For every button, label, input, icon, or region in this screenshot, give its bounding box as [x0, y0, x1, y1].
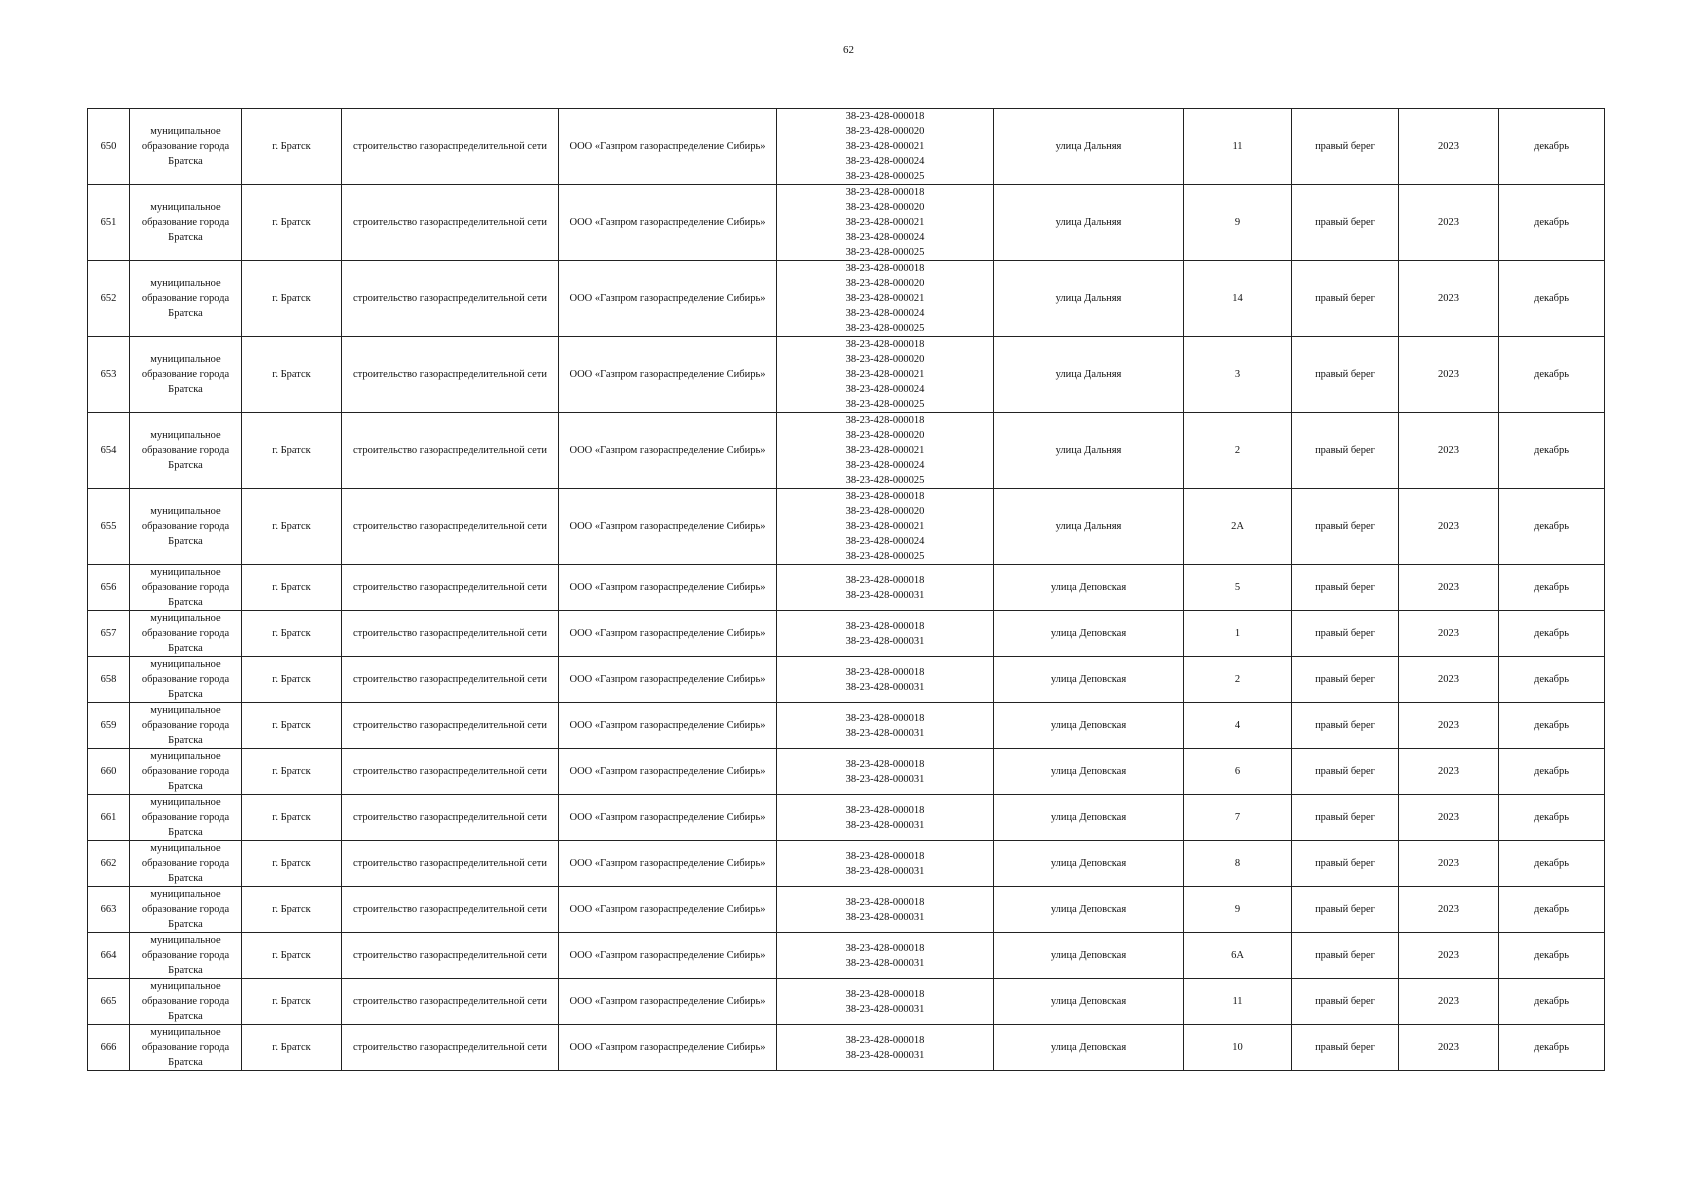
- cadastre-number: 38-23-428-000031: [845, 1003, 925, 1015]
- city-cell: г. Братск: [242, 413, 342, 489]
- organization-cell: ООО «Газпром газораспределение Сибирь»: [559, 1025, 777, 1071]
- river-bank-cell: правый берег: [1292, 109, 1399, 185]
- cadastre-numbers-cell: [777, 795, 994, 841]
- cadastre-numbers-cell: [777, 749, 994, 795]
- month-cell: декабрь: [1499, 109, 1605, 185]
- month-cell: декабрь: [1499, 611, 1605, 657]
- work-type-cell: строительство газораспределительной сети: [342, 887, 559, 933]
- year-cell: 2023: [1399, 489, 1499, 565]
- month-cell: декабрь: [1499, 795, 1605, 841]
- cadastre-numbers-cell: [777, 933, 994, 979]
- organization-cell: ООО «Газпром газораспределение Сибирь»: [559, 841, 777, 887]
- house-number-cell: 2А: [1184, 489, 1292, 565]
- street-cell: улица Деповская: [994, 887, 1184, 933]
- municipality-cell: муниципальное образование города Братска: [130, 841, 242, 887]
- municipality-cell: муниципальное образование города Братска: [130, 489, 242, 565]
- municipality-cell: муниципальное образование города Братска: [130, 185, 242, 261]
- organization-cell: ООО «Газпром газораспределение Сибирь»: [559, 703, 777, 749]
- house-number-cell: 4: [1184, 703, 1292, 749]
- cadastre-number: 38-23-428-000018: [845, 111, 925, 122]
- organization-cell: ООО «Газпром газораспределение Сибирь»: [559, 887, 777, 933]
- cadastre-number: 38-23-428-000020: [845, 430, 925, 441]
- row-number-cell: 663: [88, 887, 130, 933]
- city-cell: г. Братск: [242, 979, 342, 1025]
- row-number-cell: 657: [88, 611, 130, 657]
- cadastre-number: 38-23-428-000018: [845, 339, 925, 350]
- table-body: [88, 109, 1605, 1071]
- organization-cell: ООО «Газпром газораспределение Сибирь»: [559, 261, 777, 337]
- street-cell: улица Деповская: [994, 565, 1184, 611]
- month-cell: декабрь: [1499, 749, 1605, 795]
- cadastre-number: 38-23-428-000031: [845, 635, 925, 647]
- city-cell: г. Братск: [242, 489, 342, 565]
- cadastre-numbers-cell: [777, 1025, 994, 1071]
- cadastre-number: 38-23-428-000024: [845, 232, 925, 243]
- cadastre-number: 38-23-428-000025: [845, 171, 925, 182]
- municipality-cell: муниципальное образование города Братска: [130, 979, 242, 1025]
- cadastre-number: 38-23-428-000018: [845, 758, 925, 770]
- year-cell: 2023: [1399, 261, 1499, 337]
- table-row: [88, 795, 1605, 841]
- year-cell: 2023: [1399, 979, 1499, 1025]
- cadastre-number: 38-23-428-000018: [845, 988, 925, 1000]
- table-row: [88, 261, 1605, 337]
- work-type-cell: строительство газораспределительной сети: [342, 657, 559, 703]
- month-cell: декабрь: [1499, 657, 1605, 703]
- cadastre-number: 38-23-428-000024: [845, 460, 925, 471]
- cadastre-numbers-cell: [777, 185, 994, 261]
- row-number-cell: 662: [88, 841, 130, 887]
- cadastre-numbers-cell: [777, 261, 994, 337]
- month-cell: декабрь: [1499, 933, 1605, 979]
- house-number-cell: 9: [1184, 185, 1292, 261]
- city-cell: г. Братск: [242, 1025, 342, 1071]
- cadastre-numbers-cell: [777, 703, 994, 749]
- river-bank-cell: правый берег: [1292, 1025, 1399, 1071]
- city-cell: г. Братск: [242, 657, 342, 703]
- row-number-cell: 658: [88, 657, 130, 703]
- municipality-cell: муниципальное образование города Братска: [130, 887, 242, 933]
- month-cell: декабрь: [1499, 979, 1605, 1025]
- organization-cell: ООО «Газпром газораспределение Сибирь»: [559, 795, 777, 841]
- work-type-cell: строительство газораспределительной сети: [342, 703, 559, 749]
- year-cell: 2023: [1399, 611, 1499, 657]
- street-cell: улица Деповская: [994, 749, 1184, 795]
- city-cell: г. Братск: [242, 261, 342, 337]
- table-row: [88, 841, 1605, 887]
- cadastre-number: 38-23-428-000021: [845, 141, 925, 152]
- house-number-cell: 11: [1184, 979, 1292, 1025]
- street-cell: улица Дальняя: [994, 109, 1184, 185]
- river-bank-cell: правый берег: [1292, 565, 1399, 611]
- table-row: [88, 657, 1605, 703]
- river-bank-cell: правый берег: [1292, 261, 1399, 337]
- city-cell: г. Братск: [242, 933, 342, 979]
- cadastre-numbers-cell: [777, 841, 994, 887]
- municipality-cell: муниципальное образование города Братска: [130, 703, 242, 749]
- city-cell: г. Братск: [242, 749, 342, 795]
- table-row: [88, 413, 1605, 489]
- cadastre-numbers-cell: [777, 413, 994, 489]
- table-row: [88, 703, 1605, 749]
- municipality-cell: муниципальное образование города Братска: [130, 413, 242, 489]
- street-cell: улица Дальняя: [994, 413, 1184, 489]
- river-bank-cell: правый берег: [1292, 489, 1399, 565]
- cadastre-numbers-cell: [777, 887, 994, 933]
- municipality-cell: муниципальное образование города Братска: [130, 337, 242, 413]
- work-type-cell: строительство газораспределительной сети: [342, 413, 559, 489]
- cadastre-numbers-cell: [777, 489, 994, 565]
- year-cell: 2023: [1399, 565, 1499, 611]
- cadastre-number: 38-23-428-000018: [845, 187, 925, 198]
- row-number-cell: 650: [88, 109, 130, 185]
- table-row: [88, 887, 1605, 933]
- cadastre-number: 38-23-428-000031: [845, 681, 925, 693]
- house-number-cell: 3: [1184, 337, 1292, 413]
- cadastre-number: 38-23-428-000024: [845, 308, 925, 319]
- year-cell: 2023: [1399, 185, 1499, 261]
- river-bank-cell: правый берег: [1292, 887, 1399, 933]
- organization-cell: ООО «Газпром газораспределение Сибирь»: [559, 337, 777, 413]
- house-number-cell: 14: [1184, 261, 1292, 337]
- city-cell: г. Братск: [242, 611, 342, 657]
- month-cell: декабрь: [1499, 703, 1605, 749]
- municipality-cell: муниципальное образование города Братска: [130, 657, 242, 703]
- street-cell: улица Деповская: [994, 979, 1184, 1025]
- table-row: [88, 185, 1605, 261]
- month-cell: декабрь: [1499, 261, 1605, 337]
- house-number-cell: 11: [1184, 109, 1292, 185]
- cadastre-number: 38-23-428-000024: [845, 156, 925, 167]
- table-row: [88, 749, 1605, 795]
- month-cell: декабрь: [1499, 185, 1605, 261]
- cadastre-numbers-cell: [777, 611, 994, 657]
- row-number-cell: 655: [88, 489, 130, 565]
- work-type-cell: строительство газораспределительной сети: [342, 185, 559, 261]
- table-row: [88, 565, 1605, 611]
- work-type-cell: строительство газораспределительной сети: [342, 1025, 559, 1071]
- cadastre-numbers-cell: [777, 109, 994, 185]
- river-bank-cell: правый берег: [1292, 337, 1399, 413]
- row-number-cell: 656: [88, 565, 130, 611]
- street-cell: улица Дальняя: [994, 489, 1184, 565]
- cadastre-number: 38-23-428-000018: [845, 666, 925, 678]
- year-cell: 2023: [1399, 109, 1499, 185]
- city-cell: г. Братск: [242, 337, 342, 413]
- row-number-cell: 654: [88, 413, 130, 489]
- row-number-cell: 652: [88, 261, 130, 337]
- work-type-cell: строительство газораспределительной сети: [342, 933, 559, 979]
- page-number: 62: [843, 44, 854, 56]
- municipality-cell: муниципальное образование города Братска: [130, 565, 242, 611]
- table-row: [88, 489, 1605, 565]
- organization-cell: ООО «Газпром газораспределение Сибирь»: [559, 185, 777, 261]
- house-number-cell: 8: [1184, 841, 1292, 887]
- cadastre-number: 38-23-428-000018: [845, 1034, 925, 1046]
- river-bank-cell: правый берег: [1292, 657, 1399, 703]
- cadastre-number: 38-23-428-000020: [845, 506, 925, 517]
- cadastre-number: 38-23-428-000021: [845, 521, 925, 532]
- row-number-cell: 664: [88, 933, 130, 979]
- year-cell: 2023: [1399, 703, 1499, 749]
- river-bank-cell: правый берег: [1292, 611, 1399, 657]
- cadastre-number: 38-23-428-000018: [845, 263, 925, 274]
- work-type-cell: строительство газораспределительной сети: [342, 489, 559, 565]
- table-row: [88, 337, 1605, 413]
- city-cell: г. Братск: [242, 185, 342, 261]
- cadastre-number: 38-23-428-000021: [845, 217, 925, 228]
- work-type-cell: строительство газораспределительной сети: [342, 565, 559, 611]
- row-number-cell: 651: [88, 185, 130, 261]
- work-type-cell: строительство газораспределительной сети: [342, 979, 559, 1025]
- house-number-cell: 6А: [1184, 933, 1292, 979]
- cadastre-number: 38-23-428-000018: [845, 804, 925, 816]
- row-number-cell: 666: [88, 1025, 130, 1071]
- cadastre-numbers-cell: [777, 657, 994, 703]
- cadastre-number: 38-23-428-000020: [845, 278, 925, 289]
- gas-network-registry-table: [87, 108, 1605, 1071]
- house-number-cell: 2: [1184, 657, 1292, 703]
- row-number-cell: 665: [88, 979, 130, 1025]
- municipality-cell: муниципальное образование города Братска: [130, 1025, 242, 1071]
- cadastre-number: 38-23-428-000018: [845, 620, 925, 632]
- cadastre-number: 38-23-428-000031: [845, 911, 925, 923]
- river-bank-cell: правый берег: [1292, 185, 1399, 261]
- month-cell: декабрь: [1499, 565, 1605, 611]
- work-type-cell: строительство газораспределительной сети: [342, 337, 559, 413]
- year-cell: 2023: [1399, 1025, 1499, 1071]
- cadastre-number: 38-23-428-000025: [845, 247, 925, 258]
- year-cell: 2023: [1399, 841, 1499, 887]
- month-cell: декабрь: [1499, 413, 1605, 489]
- cadastre-number: 38-23-428-000031: [845, 589, 925, 601]
- cadastre-number: 38-23-428-000018: [845, 942, 925, 954]
- house-number-cell: 10: [1184, 1025, 1292, 1071]
- municipality-cell: муниципальное образование города Братска: [130, 795, 242, 841]
- street-cell: улица Деповская: [994, 703, 1184, 749]
- municipality-cell: муниципальное образование города Братска: [130, 261, 242, 337]
- cadastre-number: 38-23-428-000018: [845, 491, 925, 502]
- cadastre-number: 38-23-428-000018: [845, 850, 925, 862]
- organization-cell: ООО «Газпром газораспределение Сибирь»: [559, 749, 777, 795]
- river-bank-cell: правый берег: [1292, 749, 1399, 795]
- work-type-cell: строительство газораспределительной сети: [342, 749, 559, 795]
- organization-cell: ООО «Газпром газораспределение Сибирь»: [559, 933, 777, 979]
- river-bank-cell: правый берег: [1292, 933, 1399, 979]
- month-cell: декабрь: [1499, 489, 1605, 565]
- table-row: [88, 1025, 1605, 1071]
- cadastre-number: 38-23-428-000018: [845, 896, 925, 908]
- city-cell: г. Братск: [242, 109, 342, 185]
- row-number-cell: 659: [88, 703, 130, 749]
- cadastre-number: 38-23-428-000031: [845, 727, 925, 739]
- work-type-cell: строительство газораспределительной сети: [342, 261, 559, 337]
- month-cell: декабрь: [1499, 887, 1605, 933]
- river-bank-cell: правый берег: [1292, 979, 1399, 1025]
- month-cell: декабрь: [1499, 337, 1605, 413]
- table-row: [88, 979, 1605, 1025]
- table-row: [88, 611, 1605, 657]
- year-cell: 2023: [1399, 337, 1499, 413]
- row-number-cell: 660: [88, 749, 130, 795]
- cadastre-number: 38-23-428-000021: [845, 445, 925, 456]
- house-number-cell: 9: [1184, 887, 1292, 933]
- year-cell: 2023: [1399, 749, 1499, 795]
- cadastre-number: 38-23-428-000025: [845, 399, 925, 410]
- street-cell: улица Дальняя: [994, 337, 1184, 413]
- street-cell: улица Деповская: [994, 1025, 1184, 1071]
- river-bank-cell: правый берег: [1292, 413, 1399, 489]
- cadastre-numbers-cell: [777, 337, 994, 413]
- river-bank-cell: правый берег: [1292, 795, 1399, 841]
- cadastre-number: 38-23-428-000025: [845, 551, 925, 562]
- street-cell: улица Дальняя: [994, 185, 1184, 261]
- municipality-cell: муниципальное образование города Братска: [130, 933, 242, 979]
- cadastre-number: 38-23-428-000025: [845, 323, 925, 334]
- month-cell: декабрь: [1499, 841, 1605, 887]
- organization-cell: ООО «Газпром газораспределение Сибирь»: [559, 489, 777, 565]
- organization-cell: ООО «Газпром газораспределение Сибирь»: [559, 413, 777, 489]
- municipality-cell: муниципальное образование города Братска: [130, 109, 242, 185]
- cadastre-number: 38-23-428-000031: [845, 1049, 925, 1061]
- cadastre-number: 38-23-428-000018: [845, 415, 925, 426]
- cadastre-numbers-cell: [777, 979, 994, 1025]
- row-number-cell: 653: [88, 337, 130, 413]
- organization-cell: ООО «Газпром газораспределение Сибирь»: [559, 657, 777, 703]
- municipality-cell: муниципальное образование города Братска: [130, 749, 242, 795]
- house-number-cell: 5: [1184, 565, 1292, 611]
- cadastre-number: 38-23-428-000020: [845, 202, 925, 213]
- river-bank-cell: правый берег: [1292, 841, 1399, 887]
- cadastre-number: 38-23-428-000031: [845, 773, 925, 785]
- cadastre-number: 38-23-428-000024: [845, 536, 925, 547]
- cadastre-number: 38-23-428-000021: [845, 369, 925, 380]
- city-cell: г. Братск: [242, 565, 342, 611]
- cadastre-number: 38-23-428-000031: [845, 957, 925, 969]
- street-cell: улица Дальняя: [994, 261, 1184, 337]
- cadastre-number: 38-23-428-000024: [845, 384, 925, 395]
- cadastre-number: 38-23-428-000031: [845, 819, 925, 831]
- work-type-cell: строительство газораспределительной сети: [342, 795, 559, 841]
- cadastre-number: 38-23-428-000025: [845, 475, 925, 486]
- city-cell: г. Братск: [242, 887, 342, 933]
- table-row: [88, 109, 1605, 185]
- cadastre-number: 38-23-428-000018: [845, 712, 925, 724]
- year-cell: 2023: [1399, 887, 1499, 933]
- street-cell: улица Деповская: [994, 795, 1184, 841]
- street-cell: улица Деповская: [994, 611, 1184, 657]
- table-row: [88, 933, 1605, 979]
- cadastre-numbers-cell: [777, 565, 994, 611]
- work-type-cell: строительство газораспределительной сети: [342, 611, 559, 657]
- house-number-cell: 1: [1184, 611, 1292, 657]
- year-cell: 2023: [1399, 657, 1499, 703]
- cadastre-number: 38-23-428-000021: [845, 293, 925, 304]
- city-cell: г. Братск: [242, 841, 342, 887]
- row-number-cell: 661: [88, 795, 130, 841]
- city-cell: г. Братск: [242, 795, 342, 841]
- cadastre-number: 38-23-428-000031: [845, 865, 925, 877]
- cadastre-number: 38-23-428-000020: [845, 126, 925, 137]
- house-number-cell: 6: [1184, 749, 1292, 795]
- month-cell: декабрь: [1499, 1025, 1605, 1071]
- organization-cell: ООО «Газпром газораспределение Сибирь»: [559, 109, 777, 185]
- organization-cell: ООО «Газпром газораспределение Сибирь»: [559, 565, 777, 611]
- city-cell: г. Братск: [242, 703, 342, 749]
- cadastre-number: 38-23-428-000018: [845, 574, 925, 586]
- river-bank-cell: правый берег: [1292, 703, 1399, 749]
- house-number-cell: 7: [1184, 795, 1292, 841]
- year-cell: 2023: [1399, 795, 1499, 841]
- cadastre-number: 38-23-428-000020: [845, 354, 925, 365]
- work-type-cell: строительство газораспределительной сети: [342, 109, 559, 185]
- house-number-cell: 2: [1184, 413, 1292, 489]
- municipality-cell: муниципальное образование города Братска: [130, 611, 242, 657]
- organization-cell: ООО «Газпром газораспределение Сибирь»: [559, 611, 777, 657]
- street-cell: улица Деповская: [994, 657, 1184, 703]
- street-cell: улица Деповская: [994, 841, 1184, 887]
- work-type-cell: строительство газораспределительной сети: [342, 841, 559, 887]
- street-cell: улица Деповская: [994, 933, 1184, 979]
- year-cell: 2023: [1399, 413, 1499, 489]
- year-cell: 2023: [1399, 933, 1499, 979]
- organization-cell: ООО «Газпром газораспределение Сибирь»: [559, 979, 777, 1025]
